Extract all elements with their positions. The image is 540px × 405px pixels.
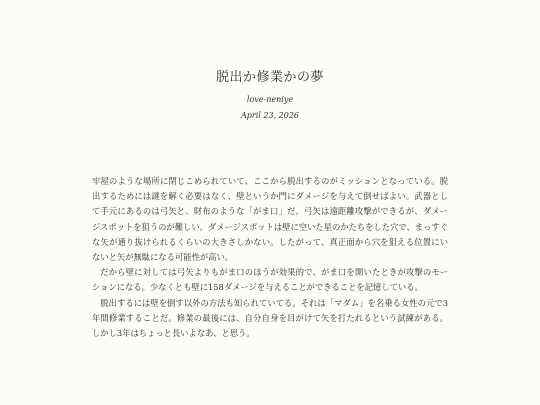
paragraph-3: 脱出するには壁を倒す以外の方法も知られていてる。それは「マダム」を名乗る女性の元で3年間修業することだ。修業の最後には、自分自身を目がけて矢を打たれるという試練がある。しかし3年はちょっと長いよなあ、と思う。 — [92, 297, 448, 339]
paragraph-1: 牢屋のような場所に閉じこめられていて、ここから脱出するのがミッションとなっている。脱出するためには謎を解く必要はなく、壁というか門にダメージを与えて倒せばよい。武器として手元にあるのは弓矢と、財布のような「がま口」だ。弓矢は遠距離攻撃ができるが、ダメージスポットを狙うのが難しい。ダメージスポットは壁に空いた星のかたちをした穴で、まっすぐな矢が通り抜けられるくらいの大きさしかない。したがって、真正面から穴を狙える位置にいないと矢が無駄になる可能性が高い。 — [92, 176, 448, 263]
paragraph-2: だから壁に対しては弓矢よりもがま口のほうが効果的で、がま口を開いたときが攻撃のモーションになる。少なくとも壁に158ダメージを与えることができることを記憶している。 — [92, 267, 448, 293]
document-date: April 23, 2026 — [240, 111, 299, 120]
document-author: love-neniye — [246, 95, 294, 104]
document-title: 脱出か修業かの夢 — [215, 70, 324, 85]
document-body — [92, 174, 448, 341]
